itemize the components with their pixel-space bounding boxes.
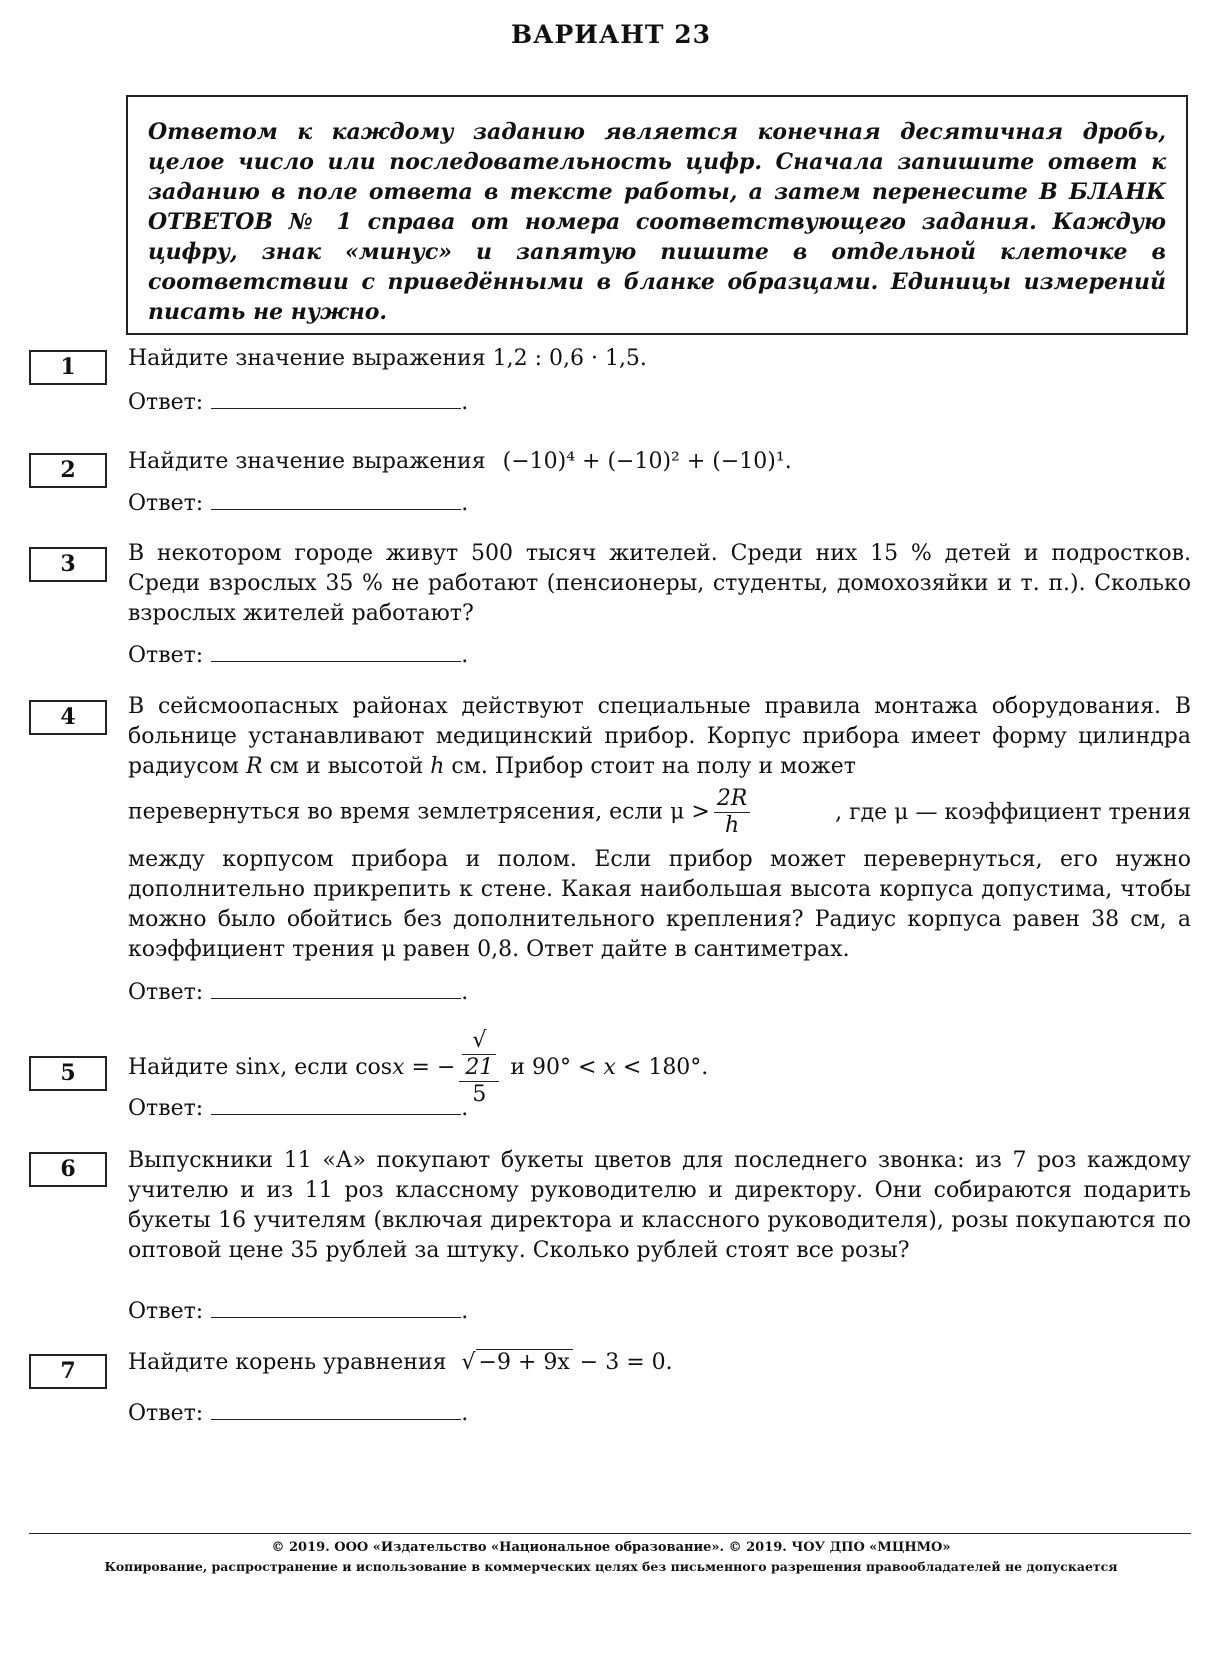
fraction: √ 21 5 xyxy=(459,1028,499,1108)
radicand: −9 + 9x xyxy=(476,1349,573,1375)
task-number: 3 xyxy=(29,547,107,582)
task-text: Выпускники 11 «А» покупают букеты цветов для последнего звонка: из 7 роз каждому учителю и из 11 роз классному руководителю и директору. Они собираются подарить букеты 16 учителям (включая директора и классного руководителя), розы покупаются по оптовой цене 35 рублей за штуку. Сколько рублей стоят все розы? xyxy=(128,1148,1191,1263)
answer-field[interactable]: Ответ: . xyxy=(128,643,469,668)
answer-field[interactable]: Ответ: . xyxy=(128,1401,469,1426)
answer-label: Ответ: xyxy=(128,390,204,415)
answer-label: Ответ: xyxy=(128,643,204,668)
task-number: 7 xyxy=(29,1354,107,1389)
task-text: В сейсмоопасных районах действуют специальные правила монтажа оборудования. В больнице устанавливают медицинский прибор. Корпус прибора имеет форму цилиндра радиусом R см и высотой h см. Прибор стоит на полу и может перевернуться во время землетрясения, если μ > $\frac{2R}{h}$ , где μ — коэффициент трения между корпусом прибора и полом. Если прибор может перевернуться, его нужно дополнительно прикрепить к стене. Какая наибольшая высота корпуса допустима, чтобы можно было обойтись без дополнительного крепления? Радиус корпуса равен 38 см, а коэффициент трения μ равен 0,8. Ответ дайте в сантиметрах. xyxy=(128,694,1191,962)
instructions-box: Ответом к каждому заданию является конечная десятичная дробь, целое число или последовательность цифр. Сначала запишите ответ к заданию в поле ответа в тексте работы, а затем перенесите В БЛАНК ОТВЕТОВ № 1 справа от номера соответствующего задания. Каждую цифру, знак «минус» и запятую пишите в отдельной клеточке в соответствии с приведёнными в бланке образцами. Единицы измерений писать не нужно. xyxy=(126,95,1188,335)
task-number: 6 xyxy=(29,1152,107,1187)
answer-field[interactable]: Ответ: . xyxy=(128,1096,469,1121)
task-text: Найдите sinx, если cosx = − √ 21 5 и 90° < x < 180°. xyxy=(128,1028,709,1107)
task-text xyxy=(128,447,1191,477)
task-text: Найдите значение выражения 1,2 : 0,6 · 1,5. xyxy=(128,346,647,371)
answer-field[interactable]: Ответ: . xyxy=(128,491,469,516)
footer-divider xyxy=(29,1533,1191,1534)
task-number: 5 xyxy=(29,1056,107,1091)
answer-label: Ответ: xyxy=(128,1096,204,1121)
answer-field[interactable]: Ответ: . xyxy=(128,980,469,1005)
task-expression: (−10)⁴ + (−10)² + (−10)¹. xyxy=(502,449,792,474)
answer-label: Ответ: xyxy=(128,491,204,516)
task-text: Найдите корень уравнения √ −9 + 9x − 3 = 0. xyxy=(128,1350,673,1375)
footer-notice: Копирование, распространение и использование в коммерческих целях без письменного разрешения правообладателей не допускается xyxy=(104,1559,1118,1574)
answer-field[interactable]: Ответ: . xyxy=(128,390,469,415)
task-number: 1 xyxy=(29,350,107,385)
answer-label: Ответ: xyxy=(128,1299,204,1324)
answer-field[interactable]: Ответ: . xyxy=(128,1299,469,1324)
page-title: ВАРИАНТ 23 xyxy=(511,20,711,49)
answer-label: Ответ: xyxy=(128,980,204,1005)
task-number: 2 xyxy=(29,453,107,488)
fraction: $\frac{2R}{h}$ xyxy=(714,786,751,839)
task-text-label: Найдите значение выражения xyxy=(128,449,486,474)
task-number: 4 xyxy=(29,700,107,735)
task-text: В некотором городе живут 500 тысяч жителей. Среди них 15 % детей и подростков. Среди взрослых 35 % не работают (пенсионеры, студенты, домохозяйки и т. п.). Сколько взрослых жителей работают? xyxy=(128,541,1191,626)
answer-label: Ответ: xyxy=(128,1401,204,1426)
footer-copyright: © 2019. ООО «Издательство «Национальное образование». © 2019. ЧОУ ДПО «МЦНМО» xyxy=(271,1540,951,1555)
